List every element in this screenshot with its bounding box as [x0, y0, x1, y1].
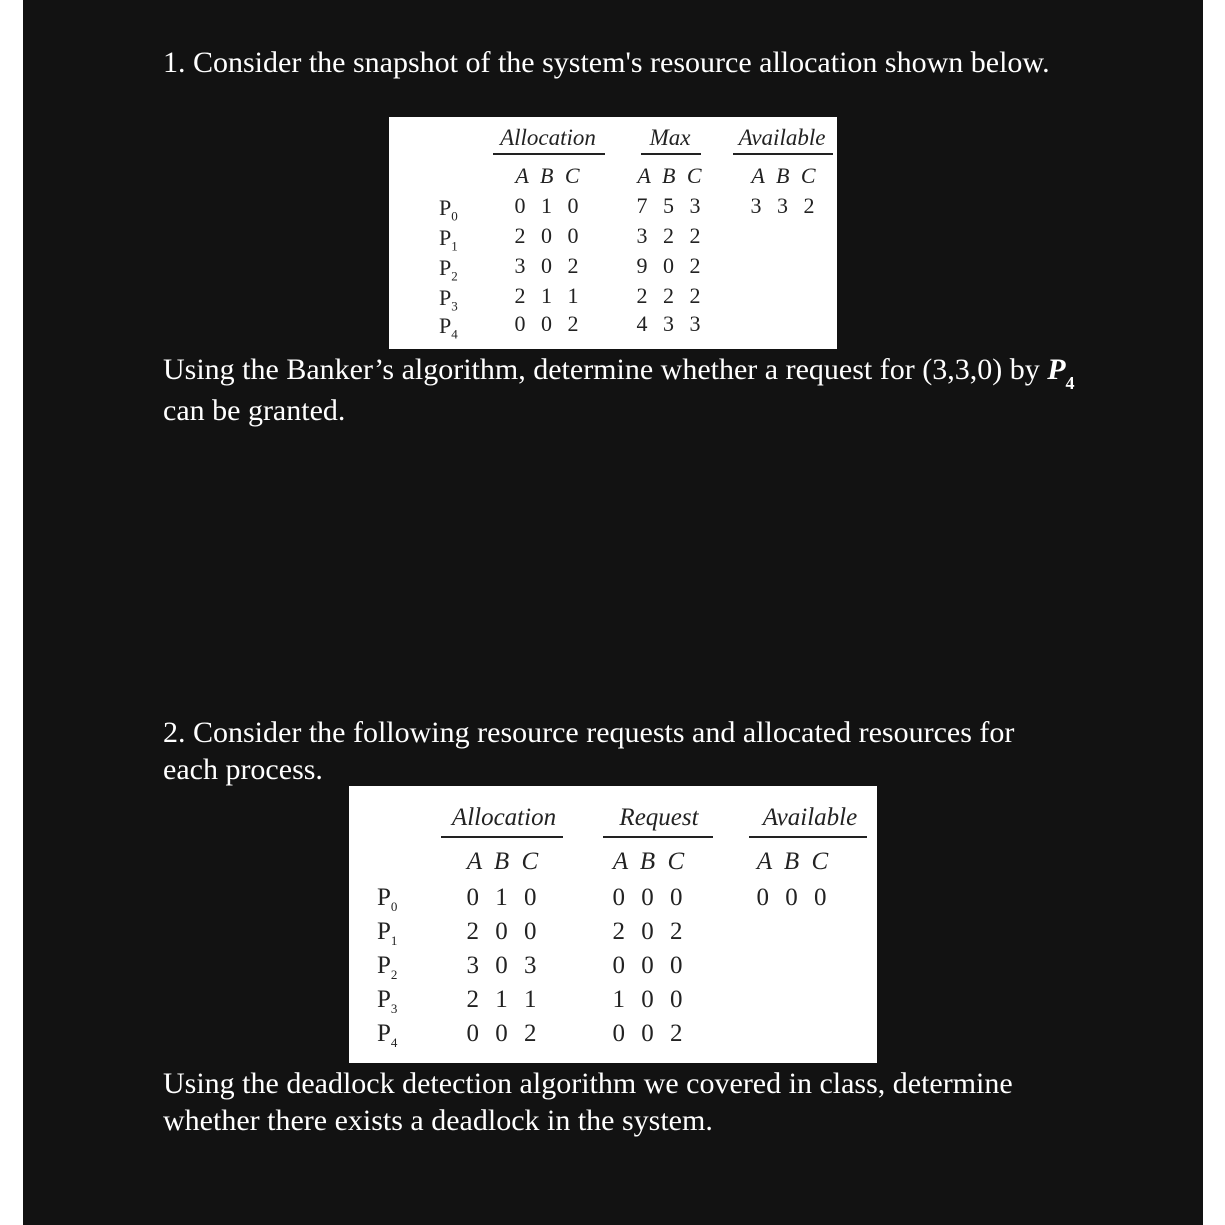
- process-label: $P_0$: [439, 195, 458, 224]
- allocation-header: Allocation: [500, 125, 596, 150]
- request-header: Request: [619, 804, 699, 831]
- process-label: $P_4$: [377, 1020, 398, 1050]
- allocation-header: Allocation: [451, 804, 557, 831]
- question-2-instruction: Using the deadlock detection algorithm we covered in class, determine whether there exists a deadlock in the system.: [163, 1067, 1013, 1137]
- banker-snapshot-table: [389, 117, 837, 349]
- document-page: [23, 0, 1203, 1225]
- allocation-cell: 3 0 3: [466, 952, 542, 979]
- allocation-cell: 0 0 2: [514, 311, 584, 336]
- request-cell: 0 0 0: [612, 884, 688, 911]
- request-abc-label: A B C: [612, 848, 688, 875]
- available-cell: 3 3 2: [750, 193, 820, 218]
- available-header-underline: [733, 153, 833, 155]
- request-cell: 2 0 2: [612, 918, 688, 945]
- process-label: $P_3$: [439, 285, 458, 314]
- request-cell: 0 0 0: [612, 952, 688, 979]
- allocation-cell: 0 1 0: [466, 884, 542, 911]
- allocation-cell: 2 1 1: [466, 986, 542, 1013]
- max-cell: 9 0 2: [636, 253, 706, 278]
- allocation-cell: 2 0 0: [466, 918, 542, 945]
- allocation-cell: 3 0 2: [514, 253, 584, 278]
- allocation-header-underline: [493, 153, 605, 155]
- max-cell: 3 2 2: [636, 223, 706, 248]
- available-header-underline: [749, 836, 867, 838]
- max-cell: 2 2 2: [636, 283, 706, 308]
- allocation-header-underline: [441, 836, 563, 838]
- process-label: $P_1$: [439, 225, 458, 254]
- available-header: Available: [762, 804, 858, 831]
- max-abc-label: A B C: [637, 163, 705, 188]
- max-cell: 7 5 3: [636, 193, 706, 218]
- process-label: $P_3$: [377, 986, 398, 1016]
- allocation-cell: 2 1 1: [514, 283, 584, 308]
- question-1-instruction: Using the Banker’s algorithm, determine whether a request for (3,3,0) by $P_4$ can be granted.: [163, 353, 1075, 427]
- process-label: $P_0$: [377, 884, 398, 914]
- process-label: $P_4$: [439, 313, 458, 342]
- question-1-heading: 1. Consider the snapshot of the system's resource allocation shown below.: [163, 46, 1050, 79]
- max-header: Max: [649, 125, 691, 150]
- allocation-cell: 2 0 0: [514, 223, 584, 248]
- available-cell: 0 0 0: [756, 884, 832, 911]
- allocation-cell: 0 0 2: [466, 1020, 542, 1047]
- question-2-heading: 2. Consider the following resource requests and allocated resources for each process.: [163, 716, 1015, 786]
- available-abc-label: A B C: [751, 163, 819, 188]
- deadlock-detection-table: [349, 786, 877, 1063]
- allocation-abc-label: A B C: [466, 848, 542, 875]
- request-cell: 0 0 2: [612, 1020, 688, 1047]
- allocation-cell: 0 1 0: [514, 193, 584, 218]
- available-header: Available: [738, 125, 826, 150]
- request-cell: 1 0 0: [612, 986, 688, 1013]
- process-label: $P_2$: [439, 255, 458, 284]
- process-label: $P_1$: [377, 918, 398, 948]
- request-header-underline: [603, 836, 713, 838]
- allocation-abc-label: A B C: [515, 163, 583, 188]
- available-abc-label: A B C: [756, 848, 832, 875]
- process-label: $P_2$: [377, 952, 398, 982]
- max-header-underline: [641, 153, 701, 155]
- max-cell: 4 3 3: [636, 311, 706, 336]
